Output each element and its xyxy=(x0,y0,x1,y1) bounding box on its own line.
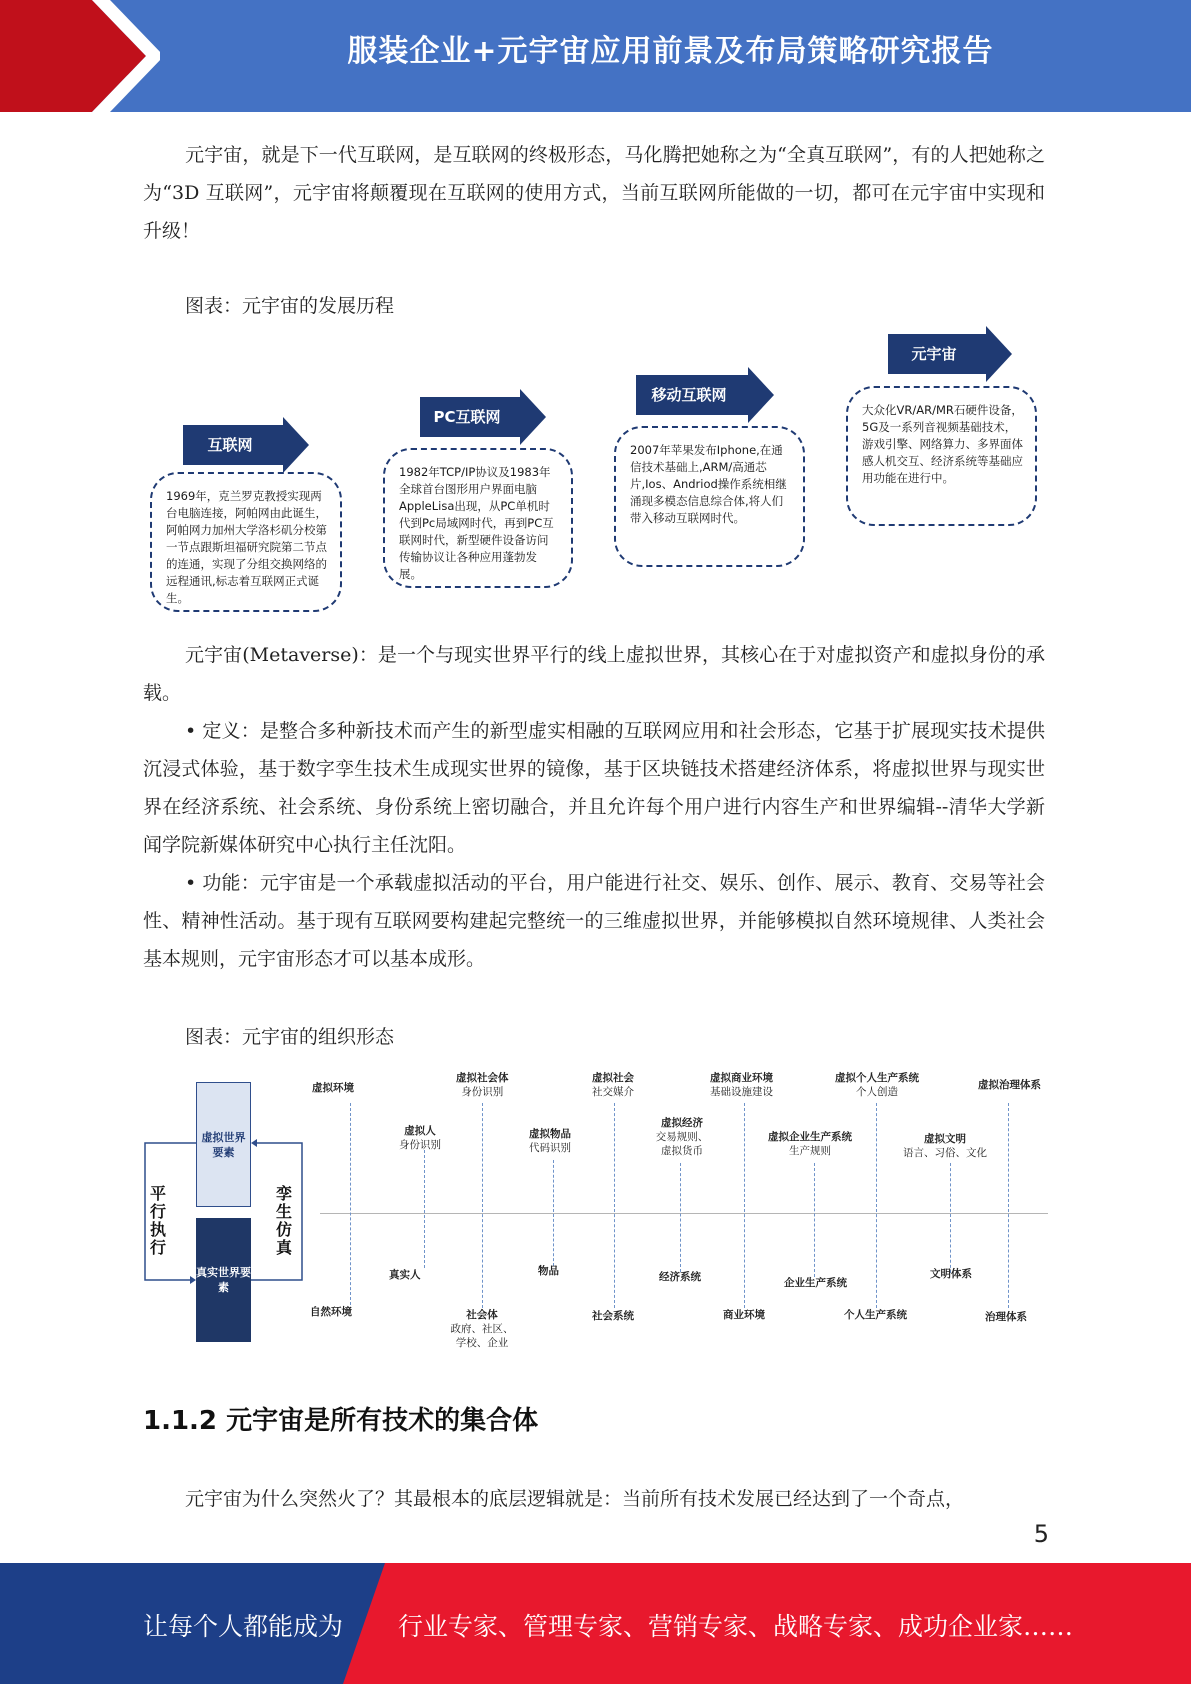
definition-paragraph: 元宇宙(Metaverse)：是一个与现实世界平行的线上虚拟世界，其核心在于对虚拟资产和虚拟身份的承载。 xyxy=(143,644,1045,704)
item-label: 物品 xyxy=(538,1265,559,1277)
stage-box-mobile-internet: 2007年苹果发布Iphone,在通信技术基础上,ARM/高通芯片,Ios、Andriod操作系统相继涌现多模态信息综合体,将人们带入移动互联网时代。 xyxy=(614,426,805,567)
connector-governance xyxy=(1008,1103,1009,1308)
twin-simulation-label: 孪生仿真 xyxy=(275,1184,292,1257)
footer-slogan-right: 行业专家、管理专家、营销专家、战略专家、成功企业家…… xyxy=(398,1612,1074,1641)
virtual-world-box: 虚拟世界要素 xyxy=(196,1082,251,1207)
world-divider-line xyxy=(320,1213,1048,1214)
virtual-society-label: 虚拟社会 社交媒介 xyxy=(592,1072,634,1098)
stage-box-pc-internet: 1982年TCP/IP协议及1983年全球首台图形用户界面电脑AppleLisa出现，从PC单机时代到Pc局域网时代，再到PC互联网时代，新型硬件设备访问传输协议让各种应用蓬勃发展。 xyxy=(383,448,573,588)
connector-item xyxy=(553,1160,554,1266)
virtual-commerce-label: 虚拟商业环境 基础设施建设 xyxy=(710,1072,773,1098)
economic-system-label: 经济系统 xyxy=(659,1271,701,1283)
connector-economy xyxy=(680,1163,681,1272)
connector-society-body xyxy=(482,1103,483,1308)
stage-arrow-pc-internet: PC互联网 xyxy=(420,397,520,437)
virtual-economy-label: 虚拟经济 交易规则、虚拟货币 xyxy=(655,1117,709,1157)
personal-production-label: 个人生产系统 xyxy=(844,1309,907,1321)
virtual-civilization-label: 虚拟文明 语言、习俗、文化 xyxy=(903,1133,987,1159)
header-red-chevron xyxy=(0,0,160,112)
virtual-society-body-label: 虚拟社会体 身份识别 xyxy=(456,1072,509,1098)
virtual-environment-label: 虚拟环境 xyxy=(312,1082,354,1094)
connector-personal-production xyxy=(876,1103,877,1308)
virtual-person-label: 虚拟人 身份识别 xyxy=(399,1125,441,1151)
connector-enterprise-production xyxy=(814,1163,815,1277)
stage-box-metaverse: 大众化VR/AR/MR石硬件设备，5G及一系列音视频基础技术，游戏引擎、网络算力、多界面体感人机交互、经济系统等基础应用功能在进行中。 xyxy=(846,386,1037,526)
parallel-execution-label: 平行执行 xyxy=(149,1184,166,1257)
footer-slogan-left: 让每个人都能成为 xyxy=(143,1612,344,1641)
virtual-item-label: 虚拟物品 代码识别 xyxy=(529,1128,571,1154)
connector-environment xyxy=(350,1103,351,1305)
virtual-governance-label: 虚拟治理体系 xyxy=(978,1079,1041,1091)
stage-box-internet: 1969年，克兰罗克教授实现两台电脑连接，阿帕网由此诞生，阿帕网力加州大学洛杉矶分校第一节点跟斯坦福研究院第二节点的连通，实现了分组交换网络的远程通讯,标志着互联网正式诞生。 xyxy=(150,472,342,612)
real-world-box: 真实世界要素 xyxy=(196,1218,251,1342)
virtual-personal-production-label: 虚拟个人生产系统 个人创造 xyxy=(835,1072,919,1098)
section-heading: 1.1.2 元宇宙是所有技术的集合体 xyxy=(143,1406,539,1436)
business-environment-label: 商业环境 xyxy=(723,1309,765,1321)
connector-commerce xyxy=(744,1103,745,1308)
virtual-enterprise-production-label: 虚拟企业生产系统 生产规则 xyxy=(768,1131,852,1157)
governance-system-label: 治理体系 xyxy=(985,1311,1027,1323)
social-system-label: 社会系统 xyxy=(592,1310,634,1322)
figure2-caption: 图表：元宇宙的组织形态 xyxy=(185,1026,395,1048)
society-body-label: 社会体 政府、社区、学校、企业 xyxy=(450,1309,514,1349)
function-bullet: • 功能：元宇宙是一个承载虚拟活动的平台，用户能进行社交、娱乐、创作、展示、教育、交易等社会性、精神性活动。基于现有互联网要构建起完整统一的三维虚拟世界，并能够模拟自然环境规律、人类社会基本规则，元宇宙形态才可以基本成形。 xyxy=(143,872,1045,970)
closing-paragraph: 元宇宙为什么突然火了？其最根本的底层逻辑就是：当前所有技术发展已经达到了一个奇点， xyxy=(185,1488,965,1510)
civilization-system-label: 文明体系 xyxy=(930,1268,972,1280)
enterprise-production-label: 企业生产系统 xyxy=(784,1277,847,1289)
real-person-label: 真实人 xyxy=(389,1269,421,1281)
figure1-caption: 图表：元宇宙的发展历程 xyxy=(185,295,395,317)
report-title: 服装企业+元宇宙应用前景及布局策略研究报告 xyxy=(347,34,994,69)
page-number: 5 xyxy=(1033,1520,1049,1548)
stage-arrow-internet: 互联网 xyxy=(183,425,283,465)
connector-person xyxy=(424,1150,425,1268)
connector-civilization xyxy=(950,1163,951,1273)
natural-environment-label: 自然环境 xyxy=(310,1306,352,1318)
connector-society xyxy=(614,1103,615,1308)
definition-bullet: • 定义：是整合多种新技术而产生的新型虚实相融的互联网应用和社会形态，它基于扩展现实技术提供沉浸式体验，基于数字孪生技术生成现实世界的镜像，基于区块链技术搭建经济体系，将虚拟世界与现实世界在经济系统、社会系统、身份系统上密切融合，并且允许每个用户进行内容生产和世界编辑--清华大学新闻学院新媒体研究中心执行主任沈阳。 xyxy=(143,720,1045,856)
intro-paragraph: 元宇宙，就是下一代互联网，是互联网的终极形态，马化腾把她称之为“全真互联网”，有的人把她称之为“3D 互联网”，元宇宙将颠覆现在互联网的使用方式，当前互联网所能做的一切，都可在元宇宙中实现和升级！ xyxy=(143,144,1045,242)
page-header xyxy=(0,0,1191,112)
stage-arrow-metaverse: 元宇宙 xyxy=(888,334,986,374)
stage-arrow-mobile-internet: 移动互联网 xyxy=(636,375,748,415)
page-footer xyxy=(0,1563,1191,1684)
